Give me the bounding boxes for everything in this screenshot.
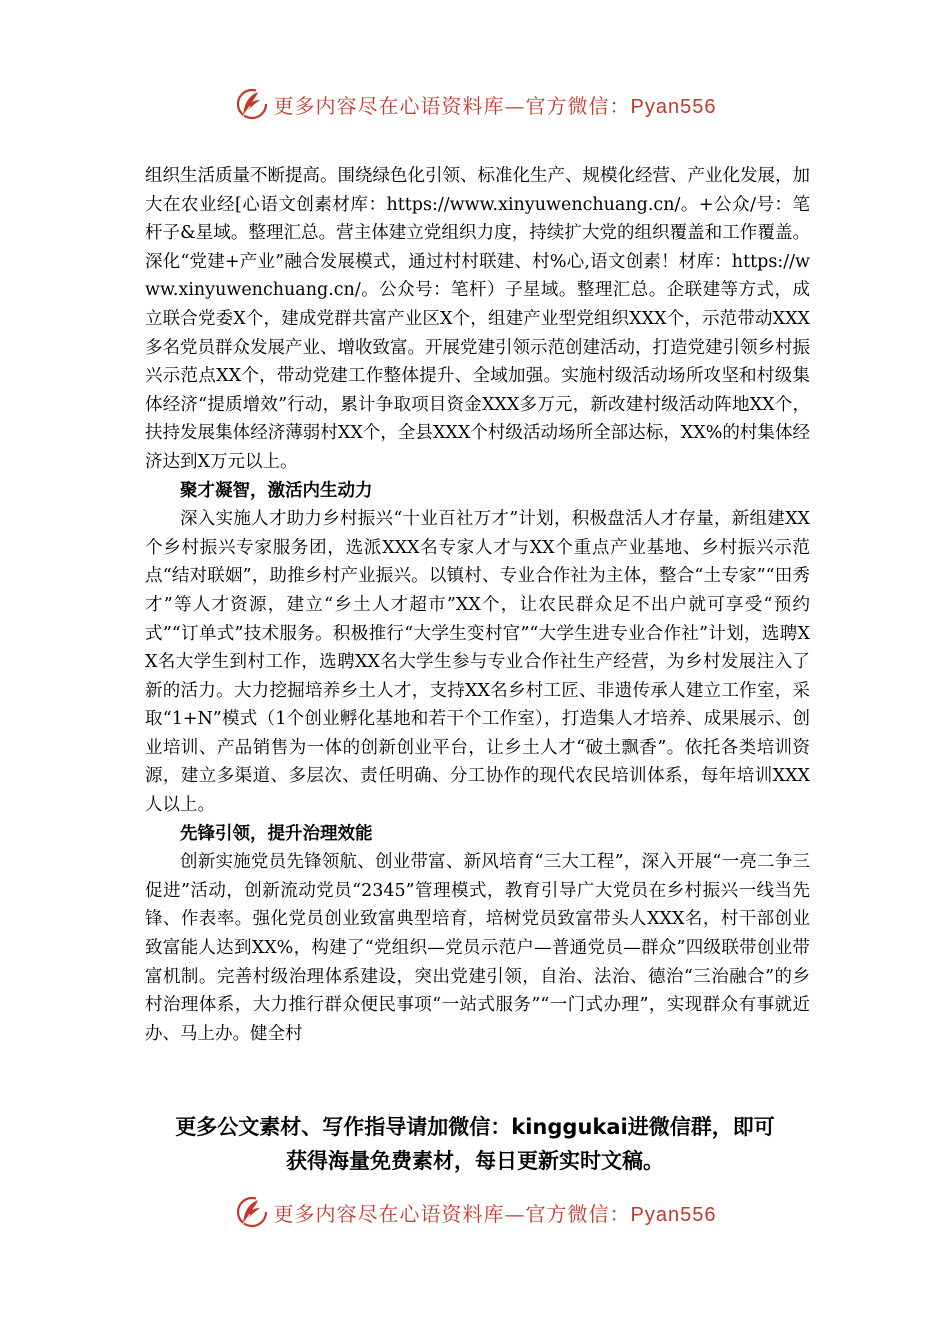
footer-banner-text: 更多内容尽在心语资料库—官方微信：Pyan556: [273, 1201, 717, 1226]
promo-notice-line-2: 获得海量免费素材，每日更新实时文稿。: [286, 1149, 664, 1173]
footer-banner: [0, 1192, 950, 1232]
header-banner-text: 更多内容尽在心语资料库—官方微信：Pyan556: [273, 93, 717, 118]
feather-logo-icon: [234, 1194, 270, 1230]
paragraph-talent: 深入实施人才助力乡村振兴“十业百社万才”计划，积极盘活人才存量，新组建XX个乡村振兴专家服务团，选派XXX名专家人才与XX个重点产业基地、乡村振兴示范点“结对联姻”，助推乡村产业振兴。以镇村、专业合作社为主体，整合“土专家”“田秀才”等人才资源，建立“乡土人才超市”XX个，让农民群众足不出户就可享受“预约式”“订单式”技术服务。积极推行“大学生变村官”“大学生进专业合作社”计划，选聘XX名大学生到村工作，选聘XX名大学生参与专业合作社生产经营，为乡村发展注入了新的活力。大力挖掘培养乡土人才，支持XX名乡村工匠、非遗传承人建立工作室，采取“1+N”模式（1个创业孵化基地和若干个工作室），打造集人才培养、成果展示、创业培训、产品销售为一体的创新创业平台，让乡土人才“破土飘香”。依托各类培训资源，建立多渠道、多层次、责任明确、分工协作的现代农民培训体系，每年培训XXX人以上。: [145, 509, 810, 816]
document-body: [145, 162, 810, 1048]
section-heading-governance: 先锋引领，提升治理效能: [180, 823, 373, 844]
paragraph-party-building: 组织生活质量不断提高。围绕绿色化引领、标准化生产、规模化经营、产业化发展，加大在农业经[心语文创素材库：https://www.xinyuwenchuang.cn/。+公众/号：笔杆子&星域。整理汇总。营主体建立党组织力度，持续扩大党的组织覆盖和工作覆盖。深化“党建+产业”融合发展模式，通过村村联建、村%心,语文创素！材库：https://www.xinyuwenchuang.cn/。公众号：笔杆）子星域。整理汇总。企联建等方式，成立联合党委X个，建成党群共富产业区X个，组建产业型党组织XXX个，示范带动XXX多名党员群众发展产业、增收致富。开展党建引领示范创建活动，打造党建引领乡村振兴示范点XX个，带动党建工作整体提升、全域加强。实施村级活动场所攻坚和村级集体经济“提质增效”行动，累计争取项目资金XXX多万元，新改建村级活动阵地XX个，扶持发展集体经济薄弱村XX个，全县XXX个村级活动场所全部达标，XX%的村集体经济达到X万元以上。: [145, 166, 810, 472]
footer-wechat-id: Pyan556: [630, 1203, 717, 1226]
paragraph-governance: 创新实施党员先锋领航、创业带富、新风培育“三大工程”，深入开展“一亮二争三促进”活动，创新流动党员“2345”管理模式，教育引导广大党员在乡村振兴一线当先锋、作表率。强化党员创业致富典型培育，培树党员致富带头人XXX名，村干部创业致富能人达到XX%，构建了“党组织—党员示范户—普通党员—群众”四级联带创业带富机制。完善村级治理体系建设，突出党建引领，自治、法治、德治“三治融合”的乡村治理体系，大力推行群众便民事项“一站式服务”“一门式办理”，实现群众有事就近办、马上办。健全村: [145, 852, 810, 1044]
promo-notice: [0, 1110, 950, 1178]
feather-logo-icon: [234, 86, 270, 122]
header-wechat-id: Pyan556: [630, 95, 717, 118]
promo-notice-line-1: 更多公文素材、写作指导请加微信：kinggukai进微信群，即可: [175, 1115, 775, 1139]
section-heading-talent: 聚才凝智，激活内生动力: [180, 480, 373, 501]
header-banner: [0, 84, 950, 124]
